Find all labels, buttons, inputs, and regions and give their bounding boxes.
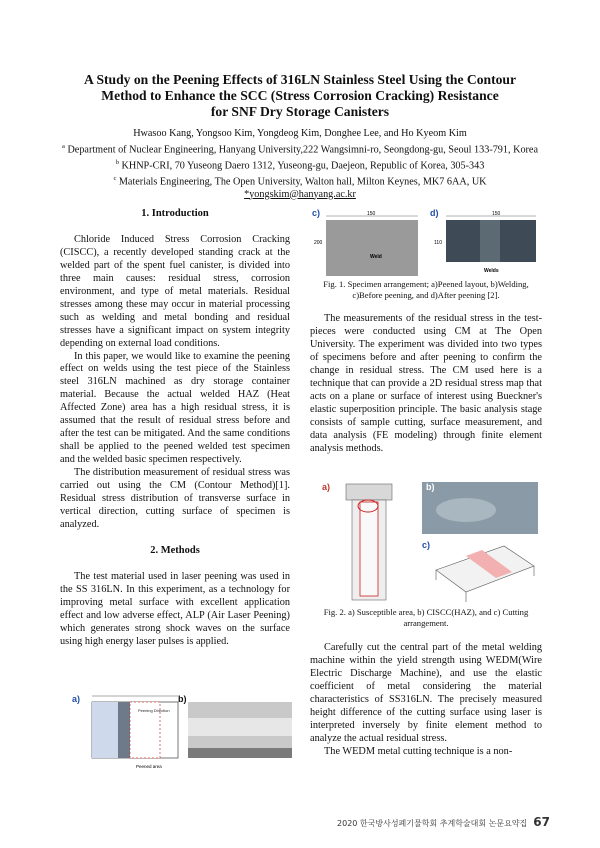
paper-title (60, 72, 540, 120)
figure-1-svg (312, 208, 540, 280)
affiliation-b: $^b$ KHNP-CRI, 70 Yuseong Daero 1312, Yuseong-gu, Daejeon, Republic of Korea, 305-343 (115, 158, 485, 171)
methods-paragraph-1: The test material used in laser peening was used in the SS 316LN. In this experiment, as a technology for improving metal surface with excellent application effect and low adverse effect, ALP (Air Laser Peening) which generates strong shock waves on the surface using high energy laser pulses is applied. (60, 570, 290, 647)
intro-paragraph-3: The distribution measurement of residual stress was carried out using the CM (Contour Method)[1]. Residual stress distribution of transverse surface in vertical direction, cutting surface of specimen is analyzed. (60, 467, 290, 530)
affiliation-c: $^c$ Materials Engineering, The Open University, Walton hall, Milton Keynes, MK7 6AA, UK (113, 174, 487, 187)
peened-band (480, 220, 500, 262)
title-line-1: A Study on the Peening Effects of 316LN Stainless Steel Using the Contour (84, 72, 516, 87)
intro-paragraph-2: In this paper, we would like to examine the peening effect on welds using the test piece of the Stainless steel 316LN machined as dry storage container material. Because the actual welded HAZ (Heat Affected Zone) area has a high residual stress, it is assumed that the result of residual stress before and after the test can be mitigated. And the same conditions shall be applied to the peened welded test specimen and the welded basic specimen respectively. (60, 350, 290, 466)
fig3-label-b: b) (178, 694, 187, 704)
dim-150-d: 150 (492, 211, 501, 217)
dim-150-c: 150 (367, 211, 376, 217)
dim-200: 200 (314, 240, 323, 246)
weld-label: Weld (370, 254, 382, 260)
fig2-label-b: b) (426, 482, 435, 492)
figure-2 (316, 480, 538, 604)
peened-area-left (92, 702, 118, 758)
ciscc-photo-detail (436, 498, 496, 522)
photo-base (188, 748, 292, 758)
left-column (60, 208, 290, 649)
affiliation-c-text: Materials Engineering, The Open University, Walton hall, Milton Keynes, MK7 6AA, UK (118, 175, 487, 187)
page-footer (300, 815, 550, 829)
fig3-label-a: a) (72, 694, 81, 704)
right-paragraph-2: Carefully cut the central part of the metal welding machine within the yield strength using WEDM(Wire Electric Discharge Machine), and use the elastic coefficient of metal considering the material characteristics of SS316LN. The precisely measured height difference of the cutting surface using laser is interpreted inversely by finite element method to analyze the actual residual stress. (310, 642, 542, 744)
corresponding-email[interactable]: *yongskim@hanyang.ac.kr (244, 188, 356, 200)
right-column-upper (310, 313, 542, 455)
figure-1-caption: Fig. 1. Specimen arrangement; a)Peened layout, b)Welding, c)Before peening, and d)After peening [2]. (323, 279, 529, 300)
susceptible-area (360, 502, 378, 596)
fig2-label-a: a) (322, 482, 331, 492)
affiliation-a: $^a$ Department of Nuclear Engineering, Hanyang University,222 Wangsimni-ro, Seongdong-gu, Seoul 133-791, Korea (62, 142, 538, 155)
figure-peened-layout (70, 690, 292, 770)
fig2-label-c: c) (422, 540, 431, 550)
title-line-2: Method to Enhance the SCC (Stress Corrosion Cracking) Resistance (101, 88, 499, 103)
right-paragraph-3: The WEDM metal cutting technique is a non- (324, 745, 513, 757)
figure-1 (312, 208, 540, 280)
footer-text: 2020 한국방사성폐기물학회 추계학술대회 논문요약집 (337, 819, 528, 828)
page-number: 67 (533, 815, 550, 829)
fig1-label-c: c) (312, 208, 321, 218)
weld-bead (188, 718, 292, 736)
affiliation-b-text: KHNP-CRI, 70 Yuseong Daero 1312, Yuseong-gu, Daejeon, Republic of Korea, 305-343 (121, 159, 485, 171)
author-block (40, 128, 560, 201)
canister-lid (346, 484, 392, 500)
figure-2-caption: Fig. 2. a) Susceptible area, b) CISCC(HAZ), and c) Cutting arrangement. (323, 607, 529, 628)
right-paragraph-1: The measurements of the residual stress in the test-pieces were conducted using CM at The Open University. The experiment was divided into two types of specimens before and after peening to confirm the change in residual stress. The CM used here is a technique that can provide a 2D residual stress map that acts on a plane or surface of interest using Bueckner's elastic superposition principle. The basic analysis stage consists of sample cutting, surface measurement, and data analysis (FE modeling) through finite element analysis methods. (310, 313, 542, 454)
intro-heading: 1. Introduction (141, 208, 209, 219)
title-line-3: for SNF Dry Storage Canisters (210, 104, 390, 119)
peened-area-label: Peened area (136, 764, 162, 769)
right-column-lower (310, 642, 542, 759)
dim-110: 110 (434, 240, 442, 246)
weld-zone (118, 702, 130, 758)
author-list: Hwasoo Kang, Yongsoo Kim, Yongdeog Kim, Donghee Lee, and Ho Kyeom Kim (133, 128, 467, 139)
intro-paragraph-1: Chloride Induced Stress Corrosion Cracking (CISCC), a recently developed standing crack at the welded part of the spent fuel canister, is divided into three main causes: residual stress, corrosion environment, and type of metal materials. Residual stresses among these may occur in material processing such as welding and metal bonding and residual stresses have a significant impact on system integrity depending on external load conditions. (60, 233, 290, 349)
welds-label: Welds (484, 268, 499, 274)
methods-heading: 2. Methods (150, 544, 200, 556)
peening-direction-label: Peening Direction (138, 708, 170, 713)
fig1-label-d: d) (430, 208, 439, 218)
before-peening-plate (326, 220, 418, 276)
affiliation-a-text: Department of Nuclear Engineering, Hanyang University,222 Wangsimni-ro, Seongdong-gu, Seoul 133-791, Korea (67, 143, 538, 155)
